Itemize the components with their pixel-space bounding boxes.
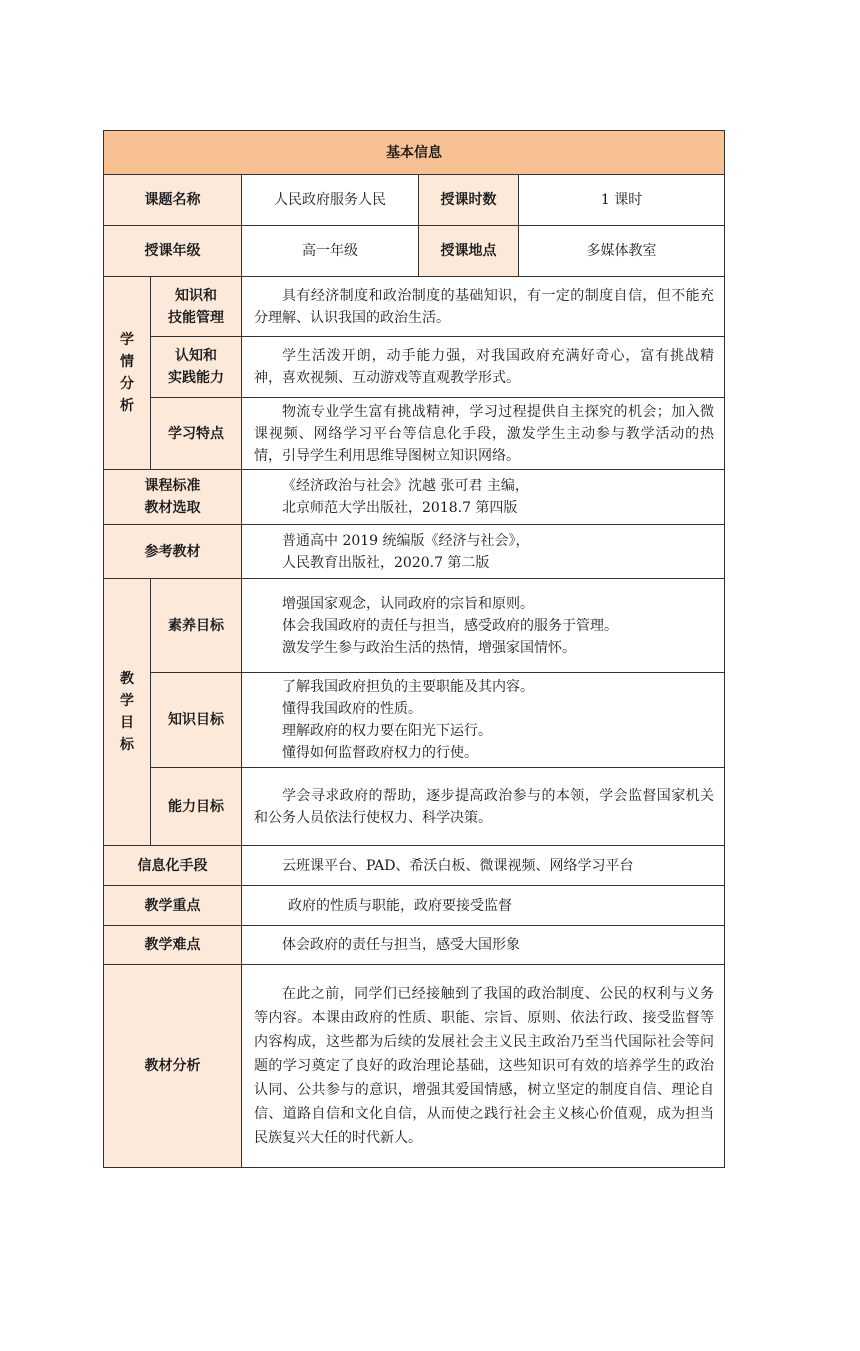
goals-group-label: [104, 579, 151, 846]
label-line: 实践能力: [168, 370, 224, 386]
analysis-learning-label: 学习特点: [151, 398, 242, 470]
goal-line: 懂得如何监督政府权力的行使。: [282, 745, 478, 761]
analysis-group-char: 学: [120, 332, 134, 348]
goal-line: 理解政府的权力要在阳光下运行。: [282, 723, 492, 739]
knowledge-goal-label: 知识目标: [151, 673, 242, 768]
label-line: 教材选取: [144, 500, 201, 516]
reference-text: [242, 525, 725, 579]
it-label: 信息化手段: [104, 846, 242, 886]
standard-text: [242, 470, 725, 525]
label-line: 知识和: [175, 287, 217, 304]
analysis-knowledge-text: 具有经济制度和政治制度的基础知识，有一定的制度自信，但不能充分理解、认识我国的政治生活。: [242, 277, 725, 337]
literacy-goal-label: 素养目标: [151, 579, 242, 673]
label-line: 课程标准: [144, 478, 201, 494]
knowledge-goal-text: [242, 673, 725, 768]
it-line: 云班课平台、PAD、希沃白板、微课视频、网络学习平台: [282, 857, 634, 874]
goal-line: 增强国家观念，认同政府的宗旨和原则。: [282, 595, 534, 612]
grade-value: 高一年级: [242, 226, 419, 277]
goals-group-char: 教: [120, 671, 134, 687]
ability-goal-label: 能力目标: [151, 768, 242, 846]
analysis-group-char: 分: [120, 376, 134, 392]
standard-line: 北京师范大学出版社，2018.7 第四版: [282, 500, 518, 516]
analysis-practice-label: [151, 337, 242, 398]
difficulty-value: [242, 926, 725, 965]
key-line: 政府的性质与职能，政府要接受监督: [288, 897, 512, 914]
reference-line: 人民教育出版社，2020.7 第二版: [282, 554, 490, 571]
material-text: 在此之前，同学们已经接触到了我国的政治制度、公民的权利与义务等内容。本课由政府的性质、职能、宗旨、原则、依法行政、接受监督等内容构成，这些都为后续的发展社会主义民主政治乃至当代国际社会等问题的学习奠定了良好的政治理论基础，这些知识可有效的培养学生的政治认同、公共参与的意识，增强其爱国情感，树立坚定的制度自信、理论自信、道路自信和文化自信，从而使之践行社会主义核心价值观，成为担当民族复兴大任的时代新人。: [242, 965, 725, 1168]
analysis-group-char: 析: [120, 398, 134, 414]
analysis-group-label: [104, 277, 151, 470]
label-line: 认知和: [175, 348, 217, 364]
place-value: 多媒体教室: [519, 226, 725, 277]
goals-group-char: 标: [120, 737, 134, 753]
analysis-group-char: 情: [120, 354, 134, 370]
label-line: 技能管理: [168, 309, 224, 326]
analysis-practice-text: 学生活泼开朗，动手能力强，对我国政府充满好奇心，富有挑战精神，喜欢视频、互动游戏等直观教学形式。: [242, 337, 725, 398]
analysis-learning-text: 物流专业学生富有挑战精神，学习过程提供自主探究的机会；加入微课视频、网络学习平台等信息化手段，激发学生主动参与教学活动的热情，引导学生利用思维导图树立知识网络。: [242, 398, 725, 470]
topic-label: 课题名称: [104, 175, 242, 226]
topic-value: 人民政府服务人民: [242, 175, 419, 226]
reference-label: 参考教材: [104, 525, 242, 579]
difficulty-line: 体会政府的责任与担当，感受大国形象: [282, 937, 520, 953]
goal-line: 体会我国政府的责任与担当，感受政府的服务于管理。: [282, 617, 618, 634]
goal-line: 激发学生参与政治生活的热情，增强家国情怀。: [282, 639, 576, 656]
key-value: [242, 886, 725, 926]
material-label: 教材分析: [104, 965, 242, 1168]
grade-label: 授课年级: [104, 226, 242, 277]
goal-line: 了解我国政府担负的主要职能及其内容。: [282, 679, 534, 695]
table-header: 基本信息: [104, 131, 725, 175]
hours-label: 授课时数: [419, 175, 519, 226]
analysis-knowledge-label: [151, 277, 242, 337]
standard-label: [104, 470, 242, 525]
goals-group-char: 学: [120, 693, 134, 709]
lesson-info-table: [103, 130, 725, 1168]
goal-line: 懂得我国政府的性质。: [282, 701, 422, 717]
hours-value: 1 课时: [519, 175, 725, 226]
place-label: 授课地点: [419, 226, 519, 277]
goals-group-char: 目: [120, 715, 134, 731]
reference-line: 普通高中 2019 统编版《经济与社会》，: [282, 532, 530, 549]
literacy-goal-text: [242, 579, 725, 673]
difficulty-label: 教学难点: [104, 926, 242, 965]
it-value: [242, 846, 725, 886]
ability-goal-text: 学会寻求政府的帮助，逐步提高政治参与的本领，学会监督国家机关和公务人员依法行使权力、科学决策。: [242, 768, 725, 846]
standard-line: 《经济政治与社会》沈越 张可君 主编，: [282, 478, 529, 494]
key-label: 教学重点: [104, 886, 242, 926]
